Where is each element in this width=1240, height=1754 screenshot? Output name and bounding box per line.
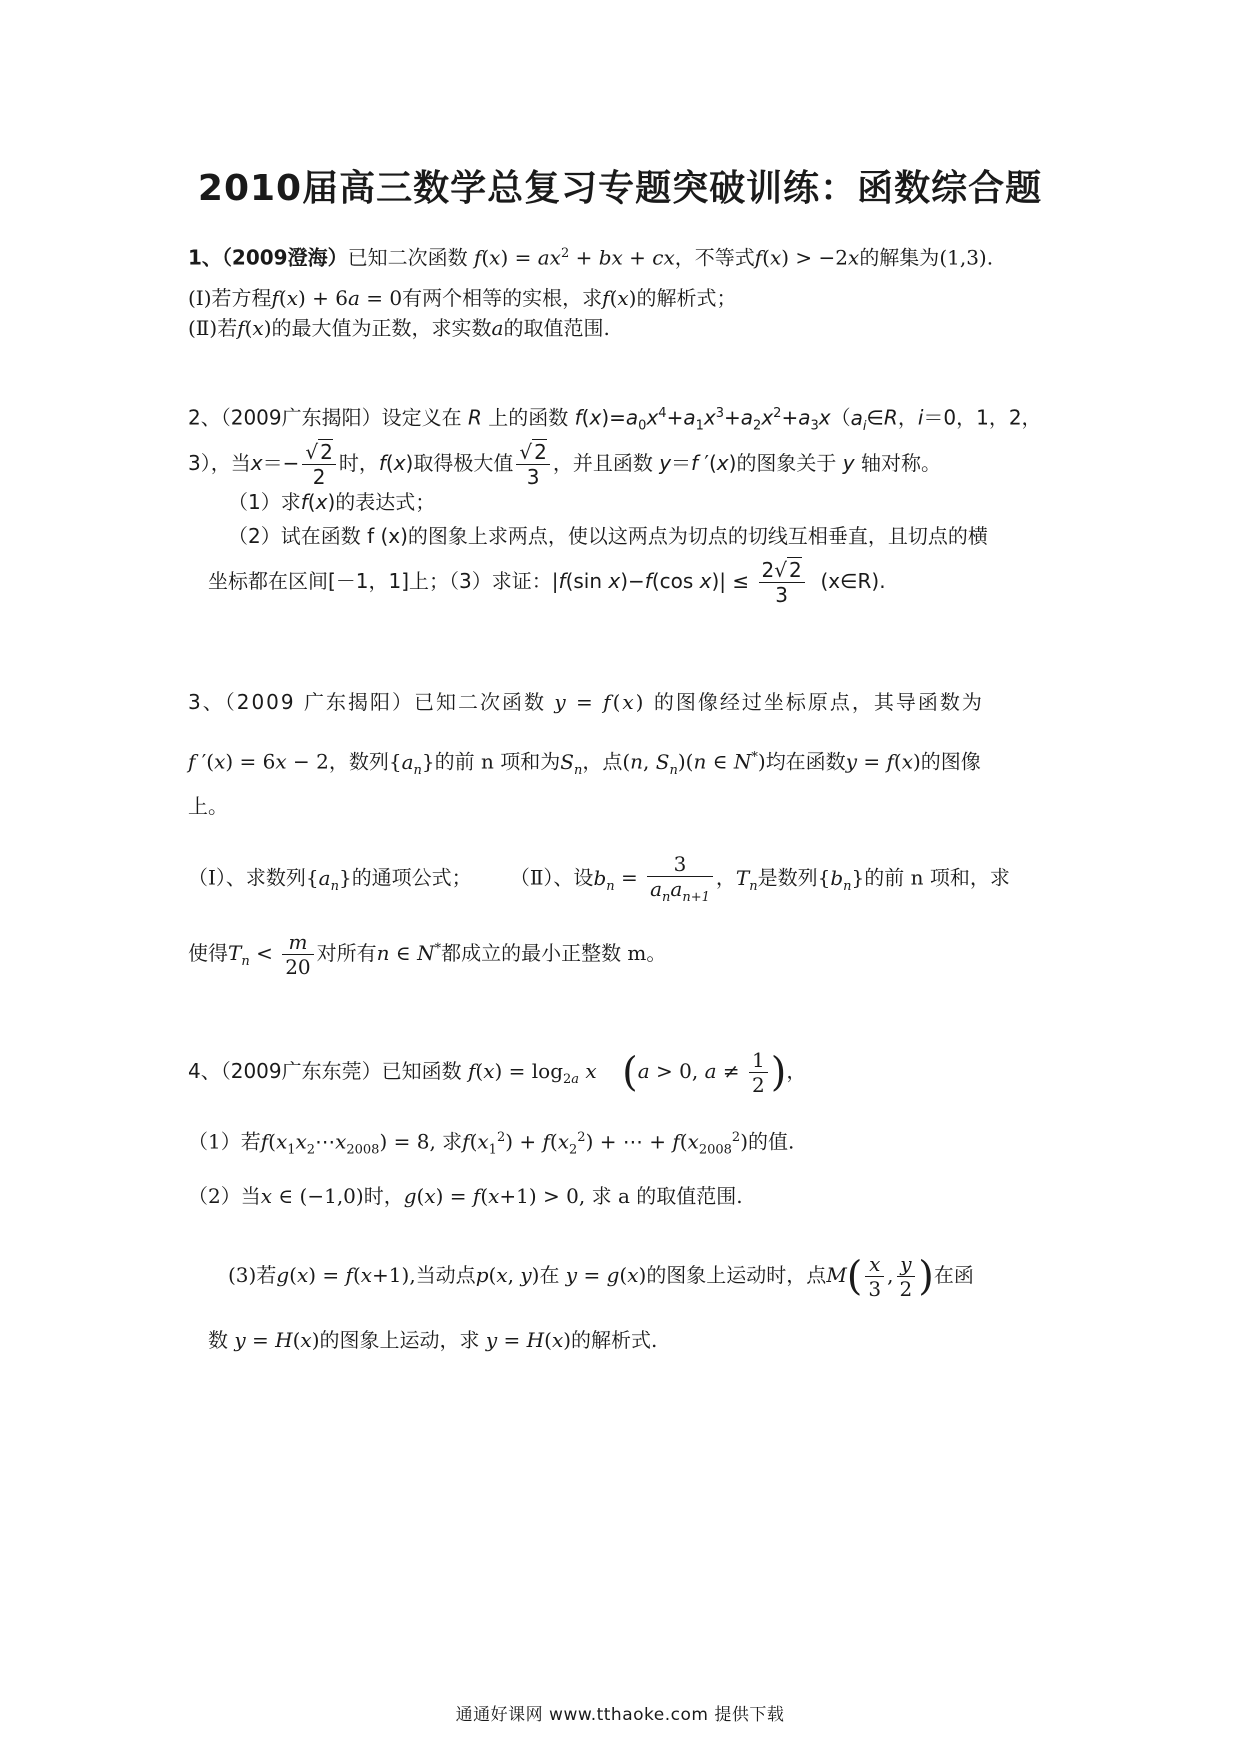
page-title: 2010届高三数学总复习专题突破训练：函数综合题 [197,168,1043,209]
q1-part1: (Ⅰ)若方程f(x) + 6a = 0有两个相等的实根，求f(x)的解析式； [188,286,737,310]
page-footer: 通通好课网 www.tthaoke.com 提供下载 [455,1705,785,1725]
frac-3-over-an-an1: $\frac{3}{a_na_{n+1}}$ [647,854,713,904]
q2-part1: （1）求f(x)的表达式； [228,490,436,514]
frac-sqrt2-over-3: $\frac{√ 2}{3}$ [516,442,549,487]
q1-stem: 1、（2009澄海）已知二次函数 $f(x) = ax^2$ + bx + cx，不等式f(x) > −2x的解集为(1,3). [188,245,994,270]
q2-part2-cont: 坐标都在区间[－1，1]上；（3）求证：|f(sin x)−f(cos x)| ≤ $\frac{2√ 2}{3}$ (x∈R). [208,558,886,607]
frac-neg-sqrt2-over-2: $\frac{√ 2}{2}$ [302,442,335,487]
q4-part3-cont: 数 y = H(x)的图象上运动，求 y = H(x)的解析式. [208,1328,658,1352]
q2-stem: 2、（2009广东揭阳）设定义在 R 上的函数 $f(x)=a_0x^4+a_1x^3+a_2x^2+a_3x(a_i\in R$，i＝0，1，2， [188,405,1042,434]
q3-part3: 使得$T_n$ < $\frac{m}{20}$ 对所有n ∈ N*都成立的最小正整数 m。 [188,930,667,979]
q4-part3: (3)若g(x) = f(x+1),当动点p(x, y)在 y = g(x)的图象上运动时，点M( $\frac{x}{3}$ , $\frac{y}{2}$ )在函 [228,1252,974,1301]
frac-1-over-2: $\frac{1}{2}$ [749,1050,768,1095]
q3-stem: 3、（2009 广东揭阳）已知二次函数 y = f(x) 的图像经过坐标原点，其导函数为 [188,690,984,714]
q3-part1-part2: （Ⅰ）、求数列$\{a_n\}$的通项公式； （Ⅱ）、设$b_n$ = $\frac{3}{a_na_{n+1}}$ ，$T_n$是数列$\{b_n\}$的前 n 项和，求 [188,852,1010,905]
q3-line3: 上。 [188,794,228,818]
frac-y-over-2: $\frac{y}{2}$ [897,1254,916,1299]
q4-part1: （1）若$f(x_1x_2\cdots x_{2008}) = 8$, 求$f(x_1^2) + f(x_2^2)$ + ⋯ + $f(x_{2008}^2)$的值. [188,1129,795,1158]
q4-part2: （2）当x ∈ (−1,0)时，g(x) = f(x+1) > 0, 求 a 的取值范围. [188,1184,743,1208]
q1-part2: (Ⅱ)若f(x)的最大值为正数，求实数a的取值范围. [188,316,610,340]
frac-m-over-20: $\frac{m}{20}$ [282,932,313,977]
q2-line2: 3），当x＝− $\frac{√ 2}{2}$ 时，f(x)取得极大值 $\frac{√ 2}{3}$ ，并且函数 y＝f ′(x)的图象关于 y 轴对称。 [188,440,941,489]
q3-line2: f ′(x) = 6x − 2，数列$\{a_n\}$的前 n 项和为$S_n$，点(n, $S_n)(n$ ∈ N*)均在函数y = f(x)的图像 [188,749,981,778]
q4-stem: 4、（2009广东东莞）已知函数 $f(x) = \log_{2a} x$ (a > 0, a ≠ $\frac{1}{2}$ )， [188,1048,807,1097]
q2-part2: （2）试在函数 f (x)的图象上求两点，使以这两点为切点的切线互相垂直，且切点的横 [228,524,988,548]
frac-2sqrt2-over-3: $\frac{2√ 2}{3}$ [759,560,805,605]
frac-x-over-3: $\frac{x}{3}$ [865,1254,884,1299]
